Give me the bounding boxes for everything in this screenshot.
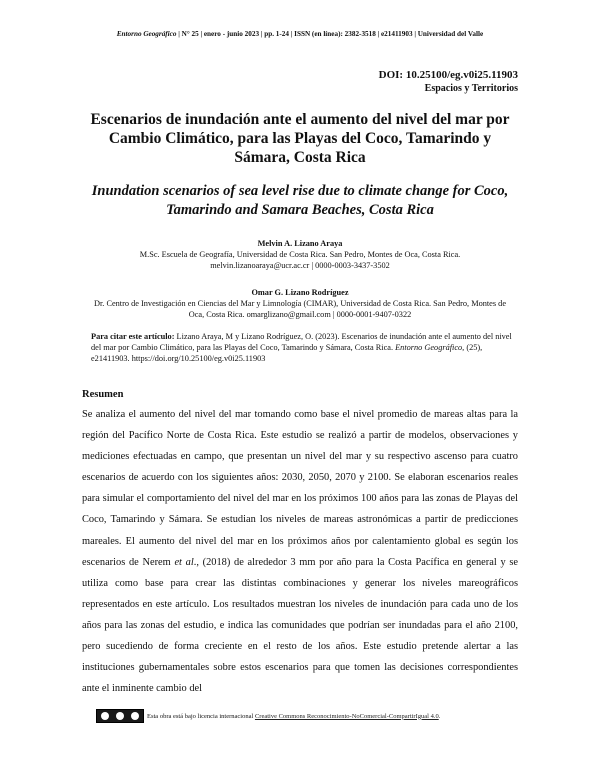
author-affiliation: Dr. Centro de Investigación en Ciencias del Mar y Limnología (CIMAR), Universidad de Costa Rica. San Pedro, Montes de Oca, Costa Rica. omarglizano@gmail.com | 0000-0001-9407-0322 bbox=[94, 299, 506, 319]
license-suffix: . bbox=[438, 712, 441, 720]
citation-block bbox=[91, 331, 515, 364]
citation-journal: Entorno Geográfico, bbox=[395, 343, 465, 352]
abstract-etal: et al bbox=[174, 556, 194, 568]
license-footer bbox=[96, 709, 526, 723]
doi-link[interactable]: DOI: 10.25100/eg.v0i25.11903 bbox=[378, 69, 518, 81]
author-name: Melvin A. Lizano Araya bbox=[257, 239, 343, 248]
abstract-text-1: Se analiza el aumento del nivel del mar tomando como base el nivel promedio de mareas altas para la región del Pacífico Norte de Costa Rica. Este estudio se realizó a partir de modelos, observaciones y mediciones efectuadas en campo, que presentan un nivel del mar y su respectivo ascenso para cuatro escenarios de acuerdo con los siguientes años: 2030, 2050, 2070 y 2100. Se elaboran escenarios reales para simular el comportamiento del nivel del mar en los próximos 100 años para las zonas de Playas del Coco, Tamarindo y Sámara. Se estudian los niveles de mareas astronómicas a partir de predicciones mareales. El aumento del nivel del mar en los próximos años por calentamiento global es según los escenarios de Nerem bbox=[82, 409, 518, 568]
abstract-heading: Resumen bbox=[82, 389, 124, 400]
header-journal: Entorno Geográfico bbox=[116, 30, 177, 38]
author-contact[interactable]: melvin.lizanoaraya@ucr.ac.cr | 0000-0003-3437-3502 bbox=[210, 261, 390, 270]
license-link[interactable]: Creative Commons Reconocimiento-NoComercial-CompartirIgual 4.0 bbox=[254, 712, 439, 720]
abstract-body bbox=[82, 404, 518, 734]
citation-tail[interactable]: (25), e21411903. https://doi.org/10.25100/eg.v0i25.11903 bbox=[91, 343, 483, 363]
author-block-2 bbox=[92, 287, 508, 320]
title-spanish: Escenarios de inundación ante el aumento del nivel del mar por Cambio Climático, para las Playas del Coco, Tamarindo y Sámara, Costa Rica bbox=[90, 111, 510, 166]
citation-label: Para citar este artículo: bbox=[91, 332, 175, 341]
abstract-text-2: ., (2018) de alrededor 3 mm por año para la Costa Pacífica en general y se utiliza como base para crear las distintas combinaciones y generar los niveles mareográficos representados en este artículo. Los resultados muestran los niveles de inundación para cada uno de los años para las zonas del estudio, e indica las comunidades que podrían ser inundadas para el año 2100, pero sucediendo de forma creciente en el resto de los años. Este estudio pretende alertar a las instituciones gubernamentales sobre estos escenarios para que tomen las decisiones correspondientes ante el inminente cambio del bbox=[82, 556, 518, 695]
running-header bbox=[60, 30, 540, 38]
title-english: Inundation scenarios of sea level rise due to climate change for Coco, Tamarindo and Samara Beaches, Costa Rica bbox=[91, 183, 509, 218]
section-label: Espacios y Territorios bbox=[424, 83, 518, 94]
cc-license-icon[interactable] bbox=[96, 709, 144, 723]
author-affiliation: M.Sc. Escuela de Geografía, Universidad de Costa Rica. San Pedro, Montes de Oca, Costa Rica. bbox=[139, 250, 461, 259]
author-name: Omar G. Lizano Rodríguez bbox=[251, 288, 349, 297]
header-details: | N° 25 | enero - junio 2023 | pp. 1-24 | ISSN (en línea): 2382-3518 | e21411903 | Universidad del Valle bbox=[176, 30, 484, 38]
author-block-1 bbox=[92, 238, 508, 271]
citation-text: Lizano Araya, M y Lizano Rodríguez, O. (2023). Escenarios de inundación ante el aumento del nivel del mar por Cambio Climático, para las Playas del Coco, Tamarindo y Sámara, Costa Rica. bbox=[91, 332, 512, 352]
license-prefix: Esta obra está bajo licencia internacional bbox=[147, 712, 254, 720]
